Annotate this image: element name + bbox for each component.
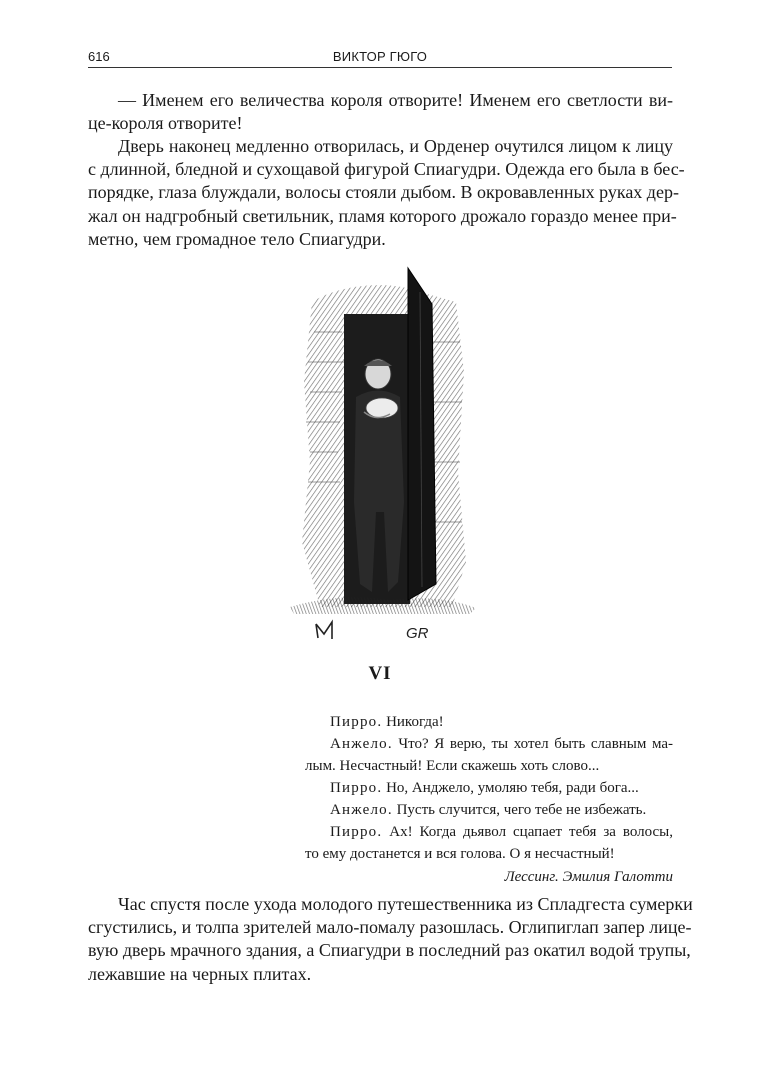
speaker-name: Анжело. <box>330 802 393 818</box>
chapter-number: VI <box>368 663 392 684</box>
page-number: 616 <box>88 49 110 64</box>
engraving-figure-in-doorway <box>280 262 480 657</box>
artist-signature <box>316 622 429 642</box>
epigraph-line: то ему достанется и вся голова. О я несчастный! <box>305 846 615 862</box>
text-line: лежавшие на черных плитах. <box>88 963 312 984</box>
text-line: жал он надгробный светильник, пламя которого дрожало гораздо менее при- <box>88 205 677 226</box>
epigraph-line <box>305 733 673 755</box>
text-line: — Именем его величества короля отворите! Именем его светлости ви- <box>118 90 673 110</box>
text-line: Дверь наконец медленно отворилась, и Орденер очутился лицом к лицу <box>118 136 673 156</box>
text-line: Час спустя после ухода молодого путешественника из Спладгеста сумерки <box>118 894 693 914</box>
engraving-illustration <box>280 262 480 657</box>
text-line: с длинной, бледной и сухощавой фигурой Спиагудри. Одежда его была в бес- <box>88 159 685 180</box>
paragraph-3 <box>88 893 693 986</box>
text-line: це-короля отворите! <box>88 113 243 134</box>
epigraph-line: лым. Несчастный! Если скажешь хоть слово... <box>305 758 600 774</box>
text-line: вую дверь мрачного здания, а Спиагудри в последний раз окатил водой трупы, <box>88 940 691 961</box>
speech-text: Пусть случится, чего тебе не избежать. <box>392 802 647 818</box>
speaker-name: Пирро. <box>330 824 383 840</box>
text-line: сгустились, и толпа зрителей мало-помалу разошлась. Оглипиглап запер лице- <box>88 917 692 938</box>
speaker-name: Пирро. <box>330 714 383 730</box>
speech-text: Но, Анджело, умоляю тебя, ради бога... <box>382 780 639 796</box>
epigraph-line <box>305 821 673 843</box>
epigraph <box>305 711 673 888</box>
running-head: ВИКТОР ГЮГО <box>332 49 428 64</box>
epigraph-line <box>305 777 673 799</box>
speaker-name: Анжело. <box>330 736 393 752</box>
epigraph-line <box>305 799 673 821</box>
header-rule <box>88 67 672 68</box>
text-line: порядке, глаза блуждали, волосы стояли дыбом. В окровавленных руках дер- <box>88 182 679 203</box>
paragraph-2 <box>88 135 685 251</box>
speech-text: Никогда! <box>382 714 444 730</box>
speech-text: Что? Я верю, ты хотел быть славным ма- <box>392 736 673 752</box>
paragraph-1 <box>88 89 673 135</box>
page-header <box>88 49 672 69</box>
epigraph-line <box>305 711 673 733</box>
text-line: метно, чем громадное тело Спиагудри. <box>88 228 386 249</box>
epigraph-attribution: Лессинг. Эмилия Галотти <box>504 869 673 885</box>
speaker-name: Пирро. <box>330 780 383 796</box>
speech-text: Ах! Когда дьявол сцапает тебя за волосы, <box>382 824 673 840</box>
svg-text:GR: GR <box>406 625 429 642</box>
